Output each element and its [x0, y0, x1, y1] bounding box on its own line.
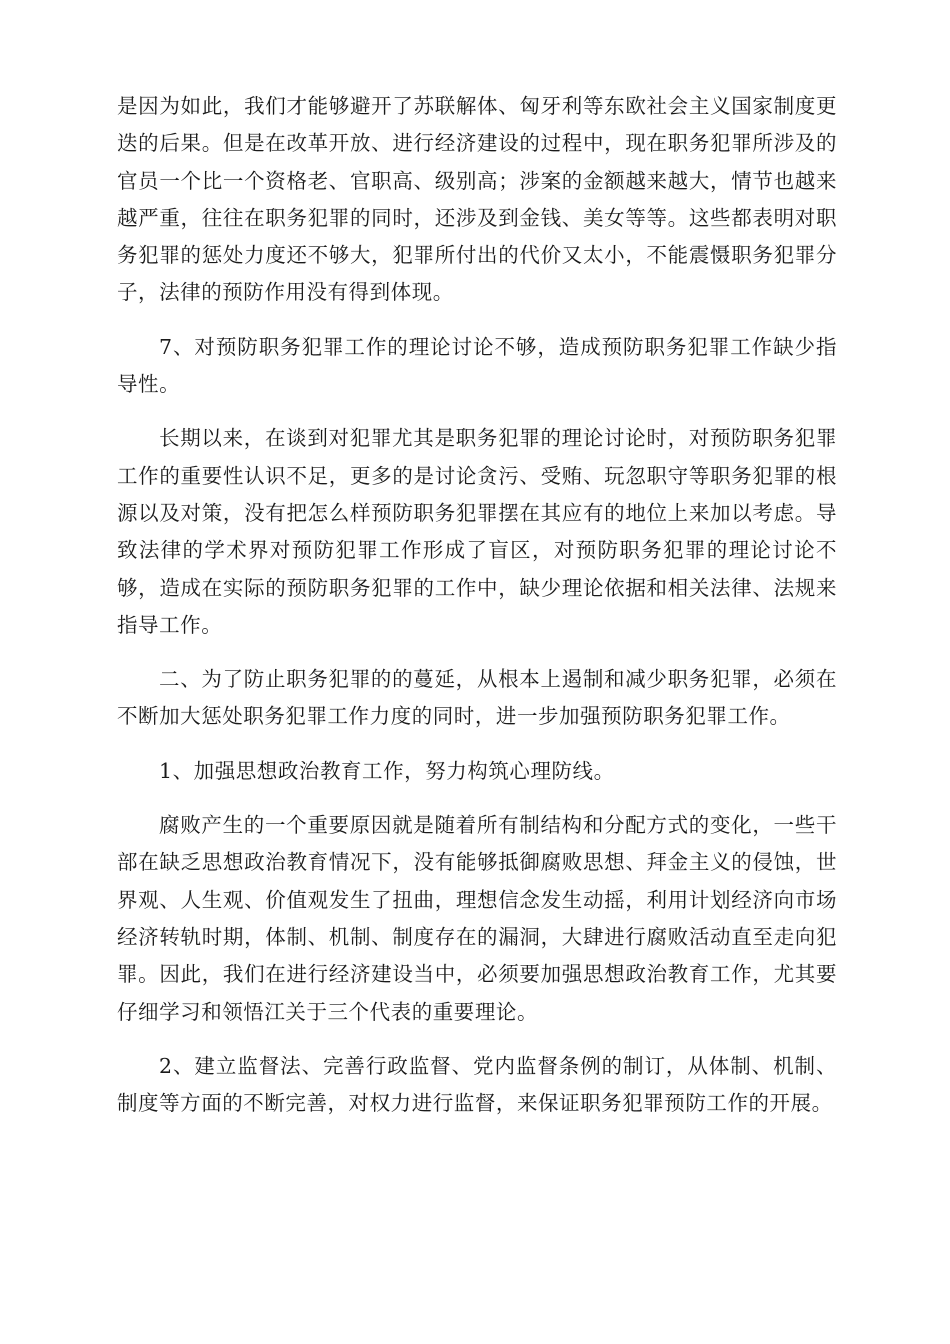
heading-section-2: 二、为了防止职务犯罪的的蔓延，从根本上遏制和减少职务犯罪，必须在不断加大惩处职务犯罪工作力度的同时，进一步加强预防职务犯罪工作。 [117, 667, 837, 729]
heading-point-2: 2、建立监督法、完善行政监督、党内监督条例的制订，从体制、机制、制度等方面的不断完善，对权力进行监督，来保证职务犯罪预防工作的开展。 [117, 1053, 837, 1116]
paragraph-political-education: 腐败产生的一个重要原因就是随着所有制结构和分配方式的变化，一些干部在缺乏思想政治教育情况下，没有能够抵御腐败思想、拜金主义的侵蚀，世界观、人生观、价值观发生了扭曲，理想信念发生动摇，利用计划经济向市场经济转轨时期，体制、机制、制度存在的漏洞，大肆进行腐败活动直至走向犯罪。因此，我们在进行经济建设当中，必须要加强思想政治教育工作，尤其要仔细学习和领悟江关于三个代表的重要理论。 [117, 813, 837, 1024]
paragraph-theory-discussion: 长期以来，在谈到对犯罪尤其是职务犯罪的理论讨论时，对预防职务犯罪工作的重要性认识不足，更多的是讨论贪污、受贿、玩忽职守等职务犯罪的根源以及对策，没有把怎么样预防职务犯罪摆在其应有的地位上来加以考虑。导致法律的学术界对预防犯罪工作形成了盲区，对预防职务犯罪的理论讨论不够，造成在实际的预防职务犯罪的工作中，缺少理论依据和相关法律、法规来指导工作。 [117, 426, 837, 637]
heading-point-1: 1、加强思想政治教育工作，努力构筑心理防线。 [159, 758, 615, 783]
document-body [117, 88, 837, 1122]
heading-point-7: 7、对预防职务犯罪工作的理论讨论不够，造成预防职务犯罪工作缺少指导性。 [117, 334, 837, 397]
paragraph-consequences: 是因为如此，我们才能够避开了苏联解体、匈牙利等东欧社会主义国家制度更迭的后果。但是在改革开放、进行经济建设的过程中，现在职务犯罪所涉及的官员一个比一个资格老、官职高、级别高；涉案的金额越来越大，情节也越来越严重，往往在职务犯罪的同时，还涉及到金钱、美女等等。这些都表明对职务犯罪的惩处力度还不够大，犯罪所付出的代价又太小，不能震慑职务犯罪分子，法律的预防作用没有得到体现。 [117, 94, 837, 305]
